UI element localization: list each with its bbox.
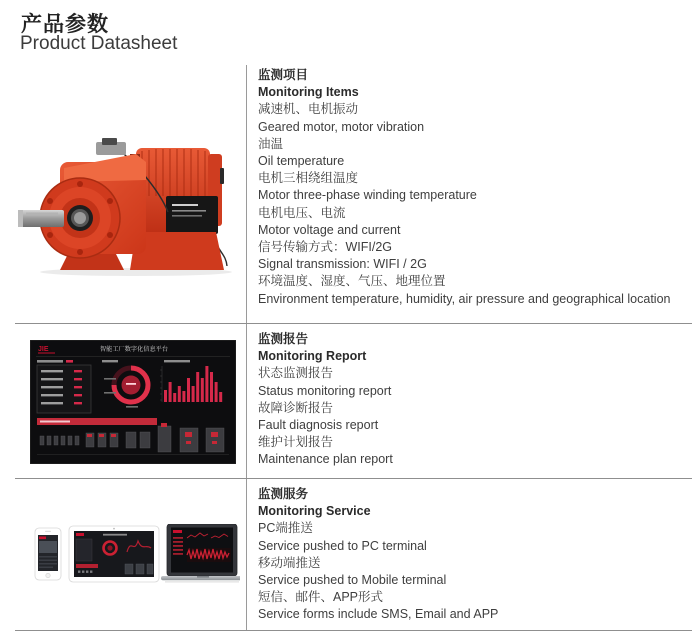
text-line: 维护计划报告: [258, 435, 334, 450]
horizontal-divider-3: [15, 630, 692, 631]
dashboard-title: 智能工厂数字化信息平台: [100, 346, 169, 353]
text-line: 电机电压、电流: [258, 205, 346, 220]
text-line: 减速机、电机振动: [258, 102, 359, 117]
dashboard-screenshot: [30, 340, 236, 464]
devices-illustration: [15, 524, 240, 586]
laptop: [161, 524, 240, 582]
antenna: [220, 168, 224, 184]
gearbox-face: [18, 178, 120, 258]
text-line: Environment temperature, humidity, air pressure and geographical location: [258, 291, 671, 306]
vertical-divider: [246, 65, 247, 630]
text-line: Geared motor, motor vibration: [258, 119, 425, 134]
tablet: [69, 526, 159, 582]
sensor-box: [166, 196, 218, 234]
text-line: 监测报告: [258, 332, 309, 346]
text-line: 监测项目: [258, 68, 309, 82]
text-line: Service pushed to PC terminal: [258, 538, 427, 553]
text-line: Monitoring Report: [258, 349, 367, 364]
gear-motor-illustration: [18, 118, 233, 278]
dashboard-list-panel: [37, 360, 91, 413]
text-line: 信号传输方式：WIFI/2G: [258, 240, 393, 255]
text-line: Oil temperature: [258, 154, 345, 169]
gear-motor-image: [18, 118, 233, 278]
text-line: Fault diagnosis report: [258, 418, 379, 433]
text-line: Service pushed to Mobile terminal: [258, 573, 447, 588]
page-title-en: Product Datasheet: [20, 33, 178, 54]
text-line: Monitoring Items: [258, 85, 359, 100]
text-line: 故障诊断报告: [258, 400, 334, 415]
text-line: Monitoring Service: [258, 504, 371, 519]
text-line: Signal transmission: WIFI / 2G: [258, 257, 427, 272]
text-line: 油温: [258, 136, 284, 151]
text-line: 状态监测报告: [258, 366, 334, 381]
devices-image: [15, 524, 240, 586]
text-line: Service forms include SMS, Email and APP: [258, 607, 499, 622]
section-monitoring-service: [258, 486, 692, 624]
text-line: 电机三相绕组温度: [258, 171, 359, 186]
text-line: Maintenance plan report: [258, 452, 393, 467]
text-line: 移动端推送: [258, 555, 321, 570]
phone: [35, 528, 61, 580]
horizontal-divider-2: [15, 478, 692, 479]
dashboard-logo: JIE: [38, 346, 49, 353]
text-line: Status monitoring report: [258, 383, 392, 398]
text-line: PC端推送: [258, 521, 313, 536]
horizontal-divider-1: [15, 323, 692, 324]
section-monitoring-items: [258, 67, 692, 308]
text-line: 环境温度、湿度、气压、地理位置: [258, 274, 446, 289]
text-line: Motor voltage and current: [258, 222, 401, 237]
text-line: 监测服务: [258, 487, 309, 501]
text-line: Motor three-phase winding temperature: [258, 188, 477, 203]
text-line: 短信、邮件、APP形式: [258, 590, 384, 605]
page-title-zh: 产品参数: [21, 13, 109, 36]
dashboard-illustration: [30, 340, 236, 464]
section-monitoring-report: [258, 331, 692, 469]
